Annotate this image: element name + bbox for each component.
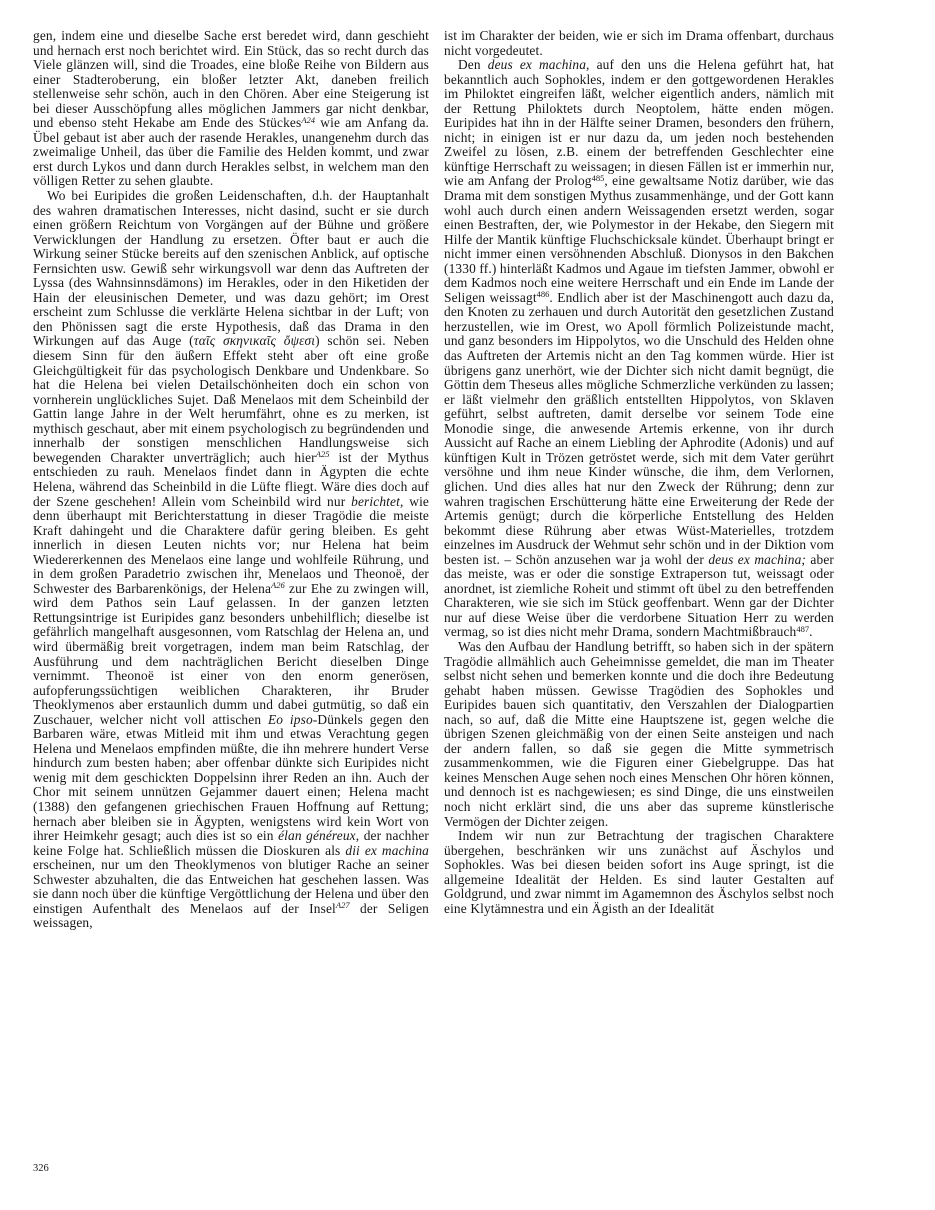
- text-column-right: [444, 29, 834, 916]
- footnote-reference: A25: [315, 449, 330, 460]
- paragraph: Den deus ex machina, auf den uns die Helena geführt hat, hat bekanntlich auch Sophokles, indem er den gottgewordenen Herakles im Philoktet eingreifen läßt, welcher eigentlich anders, nämlich mit der Rettung Philoktets durch Neoptolem, hätte enden mögen. Euripides hat ihn in der Hälfte seiner Dramen, besonders den frühern, nicht; in einigen ist er nur dazu da, um jeden noch bestehenden Zweifel zu lösen, z.B. einem der betreffenden Geschlechter eine künftige Herrschaft zu weissagen; in diesen Fällen ist er immerhin nur, wie am Anfang der Prolog$^{485}$, eine gewaltsame Notiz darüber, wie das Drama mit dem sonstigen Mythus zusammenhänge, und der Gott kann wohl auch durch einen andern Weissagenden ersetzt werden, sogar einen Bestraften, der, wie Polymestor in der Hekabe, den Siegern mit Hilfe der Mantik künftige Fluchschicksale kündet. Überhaupt bringt er nicht immer einen versöhnenden Abschluß. Dionysos in den Bakchen (1330 ff.) hinterläßt Kadmos und Agaue im tiefsten Jammer, obwohl er dem Kadmos noch eine weitere Herrschaft und ein Ende im Lande der Seligen weissagt$^{486}$. Endlich aber ist der Maschinengott auch dazu da, den Knoten zu zerhauen und durch Autorität den gesetzlichen Zustand herzustellen, wie im Orest, wo Apoll förmlich Polizeistunde macht, und ganz besonders im Hippolytos, wo die Unschuld des Helden ohne das Auftreten der Artemis nicht an den Tag kommen würde. Hier ist übrigens ganz unerhört, wie der Dichter sich nicht damit begnügt, die Göttin dem Theseus alles mögliche Schmerzliche verkünden zu lassen; er läßt vielmehr den gräßlich entstellten Hippolytos, von Sklaven geführt, selbst auftreten, damit derselbe vor seinem Tode eine Monodie singe, die anwesende Artemis erkenne, von ihr durch Aussicht auf Rache an einem Liebling der Aphrodite (Adonis) und auf künftigen Kult in Trözen getröstet werde, sich mit dem Vater gerührt versöhne und ihm neue Kinder wünsche, die ihm, dem Verlornen, glichen. Und dies alles hat nur den Zweck der Rührung; denn zur wahren tragischen Erschütterung hätte eine Erweiterung der Rede der Artemis genügt; durch die körperliche Entstellung des Helden bekommt diese Rührung aber etwas Wüst-Materielles, trotzdem einzelnes im Ausdruck der Wehmut sehr schön und in der Diktion vom besten ist. – Schön anzusehen war ja wohl der deus ex machina; aber das meiste, was er oder die sonstige Extraperson tut, weissagt oder anordnet, ist ziemliche Roheit und stimmt oft übel zu den betreffenden Charakteren, wie sie sich im Stück geoffenbart. Wenn gar der Dichter nur auf diese Weise über die verdorbene Situation Herr zu werden vermag, so ist dies nicht mehr Drama, sondern Machtmißbrauch$^{487}$.: [444, 57, 835, 640]
- footnote-reference: A24: [301, 114, 316, 125]
- paragraph: ist im Charakter der beiden, wie er sich im Drama offenbart, durchaus nicht vorgedeutet.: [444, 28, 834, 58]
- footnote-reference: 486: [536, 289, 550, 300]
- footnote-reference: A27: [335, 900, 350, 911]
- page-number: 326: [33, 1163, 49, 1174]
- footnote-reference: 487: [796, 623, 810, 634]
- paragraph: gen, indem eine und dieselbe Sache erst beredet wird, dann geschieht und hernach erst noch berichtet wird. Ein Stück, das so recht durch das Viele glänzen will, sind die Troades, eine bloße Reihe von Bildern aus einer Stadteroberung, ein bloßer letzter Akt, daneben freilich stellenweise sehr schön, auch in den Chören. Aber eine Steigerung ist bei dieser Ausschöpfung alles möglichen Jammers gar nicht denkbar, und ebenso steht Hekabe am Ende des Stückes$^{A24}$ wie am Anfang da. Übel gebaut ist aber auch der rasende Herakles, unangenehm durch das zweimalige Unheil, das über die Familie des Helden kommt, und zwar erst durch Lykos und dann durch Herakles selbst, in welchem man den völligen Retter zu sehen glaubte.: [33, 28, 430, 189]
- two-column-layout: [33, 29, 902, 931]
- footnote-reference: A26: [271, 580, 285, 591]
- footnote-reference: 485: [591, 172, 605, 183]
- paragraph: Wo bei Euripides die großen Leidenschaften, d.h. der Hauptanhalt des wahren dramatischen Interesses, nicht dasind, sucht er sie durch einen größern Reichtum von Vorgängen auf der Bühne und größere Verwicklungen der Handlung zu ersetzen. Öfter baut er auch die Wirkung seiner Stücke bereits auf den szenischen Anblick, auf optische Fernsichten usw. Gewiß sehr wirkungsvoll war denn das Auftreten der Lyssa (des Wahnsinnsdämons) im Herakles, oder in den Hiketiden der Hain der eleusinischen Demeter, und was dazu gehört; im Orest erscheint zum Schlusse die verklärte Helena sichtbar in der Luft; von den Phönissen sagt die erste Hypothesis, daß das Drama in den Wirkungen auf das Auge (ταῖς σκηνικαῖς ὄψεσι) schön sei. Neben diesem Sinn für den äußern Effekt steht aber oft eine große Gleichgültigkeit für das psychologisch Denkbare und Undenkbare. So hat die Helena bei vielen Detailschönheiten doch ein schon von vornherein unglückliches Sujet. Daß Menelaos mit dem Scheinbild der Gattin lange Jahre in der Welt herumfährt, ohne es zu merken, ist mythisch geschaut, aber mit einem psychologisch zu begründenden und innerhalb der sonstigen menschlichen Handlungsweise sich bewegenden Charakter unverträglich; auch hier$^{A25}$ ist der Mythus entschieden zu rauh. Menelaos findet dann in Ägypten die echte Helena, während das Scheinbild in die Lüfte fliegt. Wäre dies doch auf der Szene geschehen! Allein vom Scheinbild wird nur berichtet, wie denn überhaupt mit Berichterstattung in dieser Tragödie die meiste Kraft dahingeht und die Charaktere dafür gering bleiben. Es geht innerlich in diesen Leuten nichts vor; nur Helena hat beim Wiedererkennen des Menelaos eine lange und wohlfeile Rührung, und in dem großen Paradetrio zwischen ihr, Menelaos und Theonoë, der Schwester des Barbarenkönigs, der Helena$^{A26}$ zur Ehe zu zwingen will, wird dem Pathos sein Lauf gelassen. In der ganzen letzten Rettungsintrige ist Euripides ganz besonders unbehilflich; dieselbe ist gefährlich mangelhaft ausgesonnen, vom Ratschlag der Helena an, und wird übermäßig breit vorgetragen, indem man beim Ratschlag, der Ausführung und dem nachträglichen Bericht dieselben Dinge vernimmt. Theonoë ist einer von den enorm generösen, aufopferungssüchtigen weiblichen Charakteren, ihr Bruder Theoklymenos aber erstaunlich dumm und dabei gutmütig, so daß ein Zuschauer, welcher nicht voll attischen Eo ipso-Dünkels gegen den Barbaren wäre, etwas Mitleid mit ihm und etwas Verachtung gegen Helena und Menelaos empfinden müßte, die ihn mehrere hundert Verse hindurch zum besten haben; aber offenbar dünkte sich Euripides nicht wenig mit dem geschickten Doppelsinn ihrer Reden an ihn. Auch der Chor mit seinem unnützen Gejammer dauert einen; Helena macht (1388) den gefangenen griechischen Frauen Hoffnung auf Rettung; hernach aber bleiben sie in Ägypten, wenigstens wird kein Wort von ihrer Heimkehr gesagt; auch dies ist so ein élan généreux, der nachher keine Folge hat. Schließlich müssen die Dioskuren als dii ex machina erscheinen, nur um den Theoklymenos von blutiger Rache an seiner Schwester abzuhalten, die das Entweichen hat geschehen lassen. Was sie dann noch über die künftige Vergöttlichung der Helena und über den einstigen Aufenthalt des Menelaos auf der Insel$^{A27}$ der Seligen weissagen,: [33, 188, 430, 931]
- book-page: [33, 29, 902, 931]
- text-column-left: [33, 29, 429, 931]
- paragraph: Indem wir nun zur Betrachtung der tragischen Charaktere übergehen, beschränken wir uns zunächst auf Äschylos und Sophokles. Was bei diesen beiden sofort ins Auge springt, ist die allgemeine Idealität der Helden. Es sind lauter Gestalten auf Goldgrund, und zwar nimmt im Agamemnon des Äschylos selbst noch eine Klytämnestra und ein Ägisth an der Idealität: [444, 828, 834, 916]
- paragraph: Was den Aufbau der Handlung betrifft, so haben sich in der spätern Tragödie allmählich auch Geheimnisse gemeldet, die man im Theater selbst nicht sehen und bemerken konnte und die doch ihre Bedeutung gehabt haben müssen. Gewisse Tragödien des Sophokles und Euripides bauen sich quantitativ, den Verszahlen der Dialogpartien nach, so auf, daß die Mitte eine Hauptszene ist, gegen welche die übrigen Szenen gleichmäßig von der einen Seite ansteigen und nach der andern fallen, so daß sie gegen die Mitte symmetrisch zusammenkommen, wie die Figuren einer Giebelgruppe. Das hat keines Menschen Auge sehen noch eines Menschen Ohr hören können, und dennoch ist es nachgewiesen; es sind Dinge, die uns einstweilen noch nicht erklärt sind, die uns aber das supreme künstlerische Vermögen der Dichter zeigen.: [444, 638, 834, 829]
